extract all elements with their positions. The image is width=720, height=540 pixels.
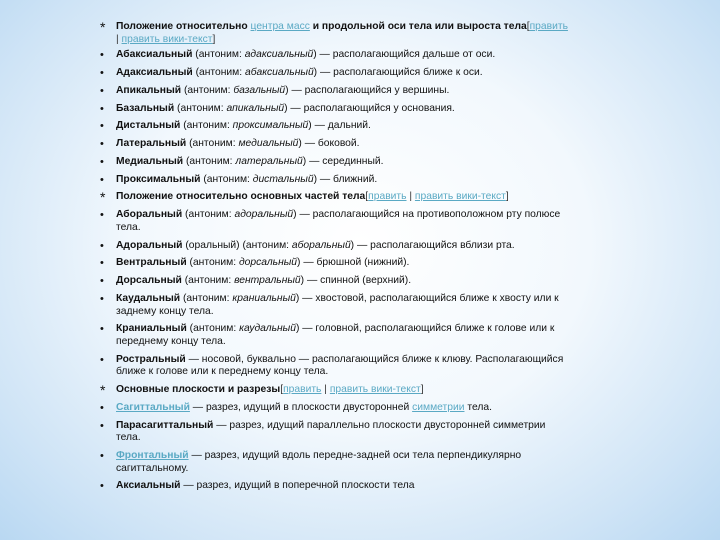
link-center-of-mass[interactable]: центра масс [250, 21, 310, 32]
list-item: • Ростральный — носовой, буквально — располагающийся ближе к клюву. Располагающийся ближе к голове или к переднему концу тела. [100, 353, 564, 378]
edit-wiki-link[interactable]: править вики-текст [414, 191, 506, 203]
list-item: • Дорсальный (антоним: вентральный) — спинной (верхний). [100, 275, 412, 288]
dot-bullet-icon: • [100, 480, 104, 493]
list-item: • Аксиальный — разрез, идущий в поперечной плоскости тела [100, 480, 415, 493]
dot-bullet-icon: • [100, 102, 104, 115]
dot-bullet-icon: • [100, 323, 104, 336]
list-item: • Каудальный (антоним: краниальный) — хвостовой, располагающийся ближе к хвосту или к заднему концу тела. [100, 292, 559, 317]
star-bullet-icon: * [100, 189, 106, 206]
edit-link[interactable]: править [529, 21, 568, 32]
link-symmetry[interactable]: симметрии [412, 401, 465, 413]
dot-bullet-icon: • [100, 49, 104, 62]
dot-bullet-icon: • [100, 66, 104, 79]
edit-wiki-link[interactable]: править вики-текст [121, 33, 213, 45]
dot-bullet-icon: • [100, 173, 104, 186]
edit-link[interactable]: править [368, 191, 407, 203]
dot-bullet-icon: • [100, 84, 104, 97]
content-list [100, 21, 570, 498]
dot-bullet-icon: • [100, 209, 104, 222]
list-item: • Парасагиттальный — разрез, идущий параллельно плоскости двусторонней симметрии тела. [100, 419, 546, 444]
list-item: * Основные плоскости и разрезы[править | править вики-текст] [100, 382, 424, 399]
dot-bullet-icon: • [100, 239, 104, 252]
list-item: • Краниальный (антоним: каудальный) — головной, располагающийся ближе к голове или к переднему концу тела. [100, 323, 555, 347]
star-bullet-icon: * [100, 19, 106, 35]
link-sagittal[interactable]: Сагиттальный [116, 401, 190, 413]
dot-bullet-icon: • [100, 257, 104, 270]
list-item: • Адоральный (оральный) (антоним: аборальный) — располагающийся вблизи рта. [100, 239, 515, 252]
dot-bullet-icon: • [100, 138, 104, 151]
link-frontal[interactable]: Фронтальный [116, 450, 189, 461]
dot-bullet-icon: • [100, 292, 104, 305]
list-item: • Апикальный (антоним: базальный) — располагающийся у вершины. [100, 84, 450, 97]
dot-bullet-icon: • [100, 353, 104, 366]
list-item: * Положение относительно центра масс и продольной оси тела или выроста тела[править | править вики-текст] [100, 19, 568, 45]
dot-bullet-icon: • [100, 450, 104, 462]
list-item: • Вентральный (антоним: дорсальный) — брюшной (нижний). [100, 257, 410, 270]
star-bullet-icon: * [100, 382, 106, 399]
list-item: • Дистальный (антоним: проксимальный) — дальний. [100, 120, 371, 133]
list-item: • Фронтальный — разрез, идущий вдоль передне-задней оси тела перпендикулярно сагиттальному. [100, 450, 522, 474]
dot-bullet-icon: • [100, 401, 104, 414]
edit-link[interactable]: править [283, 384, 322, 396]
list-item: • Латеральный (антоним: медиальный) — боковой. [100, 138, 360, 151]
list-item: * Положение относительно основных частей тела[править | править вики-текст] [100, 189, 509, 206]
list-item: • Базальный (антоним: апикальный) — располагающийся у основания. [100, 102, 455, 115]
dot-bullet-icon: • [100, 275, 104, 288]
edit-wiki-link[interactable]: править вики-текст [329, 384, 421, 396]
list-item: • Сагиттальный — разрез, идущий в плоскости двусторонней симметрии тела. [100, 401, 492, 414]
list-item: • Медиальный (антоним: латеральный) — серединный. [100, 155, 384, 168]
list-item: • Адаксиальный (антоним: абаксиальный) — располагающийся ближе к оси. [100, 66, 483, 79]
list-item: • Проксимальный (антоним: дистальный) — ближний. [100, 173, 378, 186]
dot-bullet-icon: • [100, 120, 104, 133]
list-item: • Аборальный (антоним: адоральный) — располагающийся на противоположном рту полюсе тела. [100, 209, 561, 233]
dot-bullet-icon: • [100, 419, 104, 432]
list-item: • Абаксиальный (антоним: адаксиальный) — располагающийся дальше от оси. [100, 49, 496, 62]
dot-bullet-icon: • [100, 155, 104, 168]
